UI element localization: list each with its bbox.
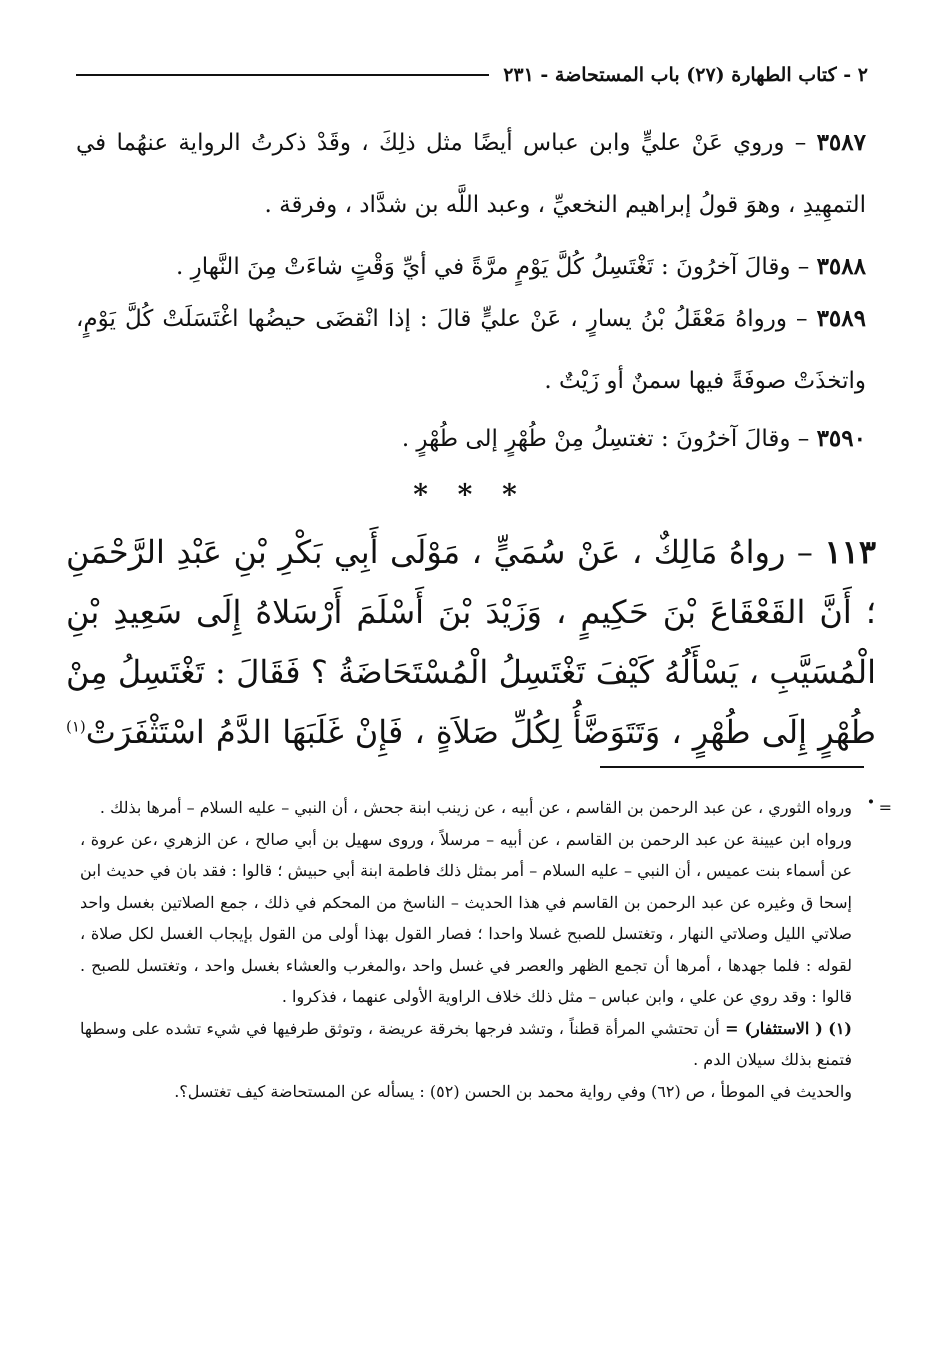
paragraph-number: ٣٥٨٩ (816, 305, 866, 332)
footnote-term: ( الاستثفار) = (725, 1018, 823, 1038)
header-rule (76, 74, 489, 76)
running-title: ٢ - كتاب الطهارة (٢٧) باب المستحاضة - ٢٣١ (503, 64, 868, 86)
footnote-continuation-2: ورواه ابن عيينة عن عبد الرحمن بن القاسم ، عن أبيه – مرسلاً ، وروى سهيل بن أبي صالح ، عن الزهري ،عن عروة ، عن أسماء بنت عميس ، أن النبي – عليه السلام – أمر بمثل ذلك فاطمة ابنة أبي حبيش ؛ قالوا : فقد بان في حديث ابن إسحا ق وغيره عن عبد الرحمن بن القاسم في هذا الحديث – الناسخ من المحكم في ذلك ، جمع الصلاتين بغسل واحد صلاتي الليل وصلاتي النهار ، وتغتسل للصبح غسلا واحدا ؛ فصار القول بهذا أولى من القول بإيجاب الغسل لكل صلاة ، لقوله : فلما جهدها ، أمرها أن تجمع الظهر والعصر في غسل واحد ،والمغرب والعشاء بغسل واحد ، وتغتسل للصبح . قالوا : وقد روي عن علي ، وابن عباس – مثل ذلك خلاف الراوية الأولى عنهما ، فذكروا . (80, 829, 852, 1006)
continuation-mark: = (878, 798, 892, 817)
paragraph-text: – وروي عَنْ عليٍّ وابن عباس أيضًا مثل ذلِكَ ، وقَدْ ذكرتُ الرواية عنهُما في التمهِيدِ ، وهوَ قولُ إبراهيم النخعيِّ ، وعبد اللَّه بن شدَّاد ، وفرقة . (76, 130, 866, 218)
hadith-end: . (865, 773, 876, 811)
hadith-number: ١١٣ (824, 533, 877, 571)
paragraph-text: – وقالَ آخرُونَ : تغتسِلُ مِنْ طُهْرٍ إلى طُهْرٍ . (401, 426, 817, 452)
footnote-1 (80, 1013, 852, 1076)
paragraph-number: ٣٥٨٧ (816, 129, 866, 156)
page-header (70, 58, 868, 92)
paragraph-text: – ورواهُ مَعْقَلُ بْنُ يسارٍ ، عَنْ عليٍّ قالَ : إذا انْقضَى حيضُها اغْتَسَلَتْ كُلَّ يَوْمٍ، واتخذَتْ صوفَةً فيها سمنٌ أو زَيْتٌ . (76, 306, 866, 394)
footnote-reference[interactable]: (١) (66, 717, 86, 736)
hadith-113 (66, 522, 876, 822)
footnote-definition: أن تحتشي المرأة قطناً ، وتشد فرجها بخرقة عريضة ، وتوثق طرفيها في شيء تشده على وسطها فتمنع بذلك سيلان الدم . (80, 1018, 852, 1069)
hadith-text: – رواهُ مَالِكٌ ، عَنْ سُمَيٍّ ، مَوْلَى أَبِي بَكْرِ بْنِ عَبْدِ الرَّحْمَنِ ؛ أَنَّ القَعْقَاعَ بْنَ حَكِيمٍ ، وَزَيْدَ بْنَ أَسْلَمَ أَرْسَلاهُ إِلَى سَعِيدِ بْنِ الْمُسَيَّبِ ، يَسْأَلُهُ كَيْفَ تَغْتَسِلُ الْمُسْتَحَاضَةُ ؟ فَقَالَ : تَغْتَسِلُ مِنْ طُهْرٍ إِلَى طُهْرٍ ، وَتَتَوَضَّأُ لِكُلِّ صَلاَةٍ ، فَإِنْ غَلَبَهَا الدَّمُ اسْتَثْفَرَتْ (66, 533, 877, 751)
paragraph-3587 (76, 112, 866, 236)
footnote-continuation-1 (80, 792, 892, 824)
paragraph-3590 (76, 408, 866, 470)
paragraph-3589 (76, 288, 866, 412)
section-separator: * * * (413, 478, 527, 511)
paragraph-text: – وقالَ آخرُونَ : تَغْتَسِلُ كُلَّ يَوْمٍ مرَّةً في أيِّ وَقْتٍ شاءَتْ مِنَ النَّهارِ . (176, 254, 817, 280)
footnote-rule (600, 766, 864, 768)
footnote-number: (١) (828, 1018, 852, 1038)
footnote-continuation-text: ورواه الثوري ، عن عبد الرحمن بن القاسم ، عن أبيه ، عن زينب ابنة جحش ، أن النبي – عليه السلام – أمرها بذلك . (99, 798, 852, 817)
footnote-1-source: والحديث في الموطأ ، ص (٦٢) وفي رواية محمد بن الحسن (٥٢) : يسأله عن المستحاضة كيف تغتسل؟. (174, 1081, 852, 1101)
paragraph-number: ٣٥٩٠ (816, 425, 866, 452)
footnotes (80, 792, 892, 1107)
paragraph-number: ٣٥٨٨ (816, 253, 866, 280)
